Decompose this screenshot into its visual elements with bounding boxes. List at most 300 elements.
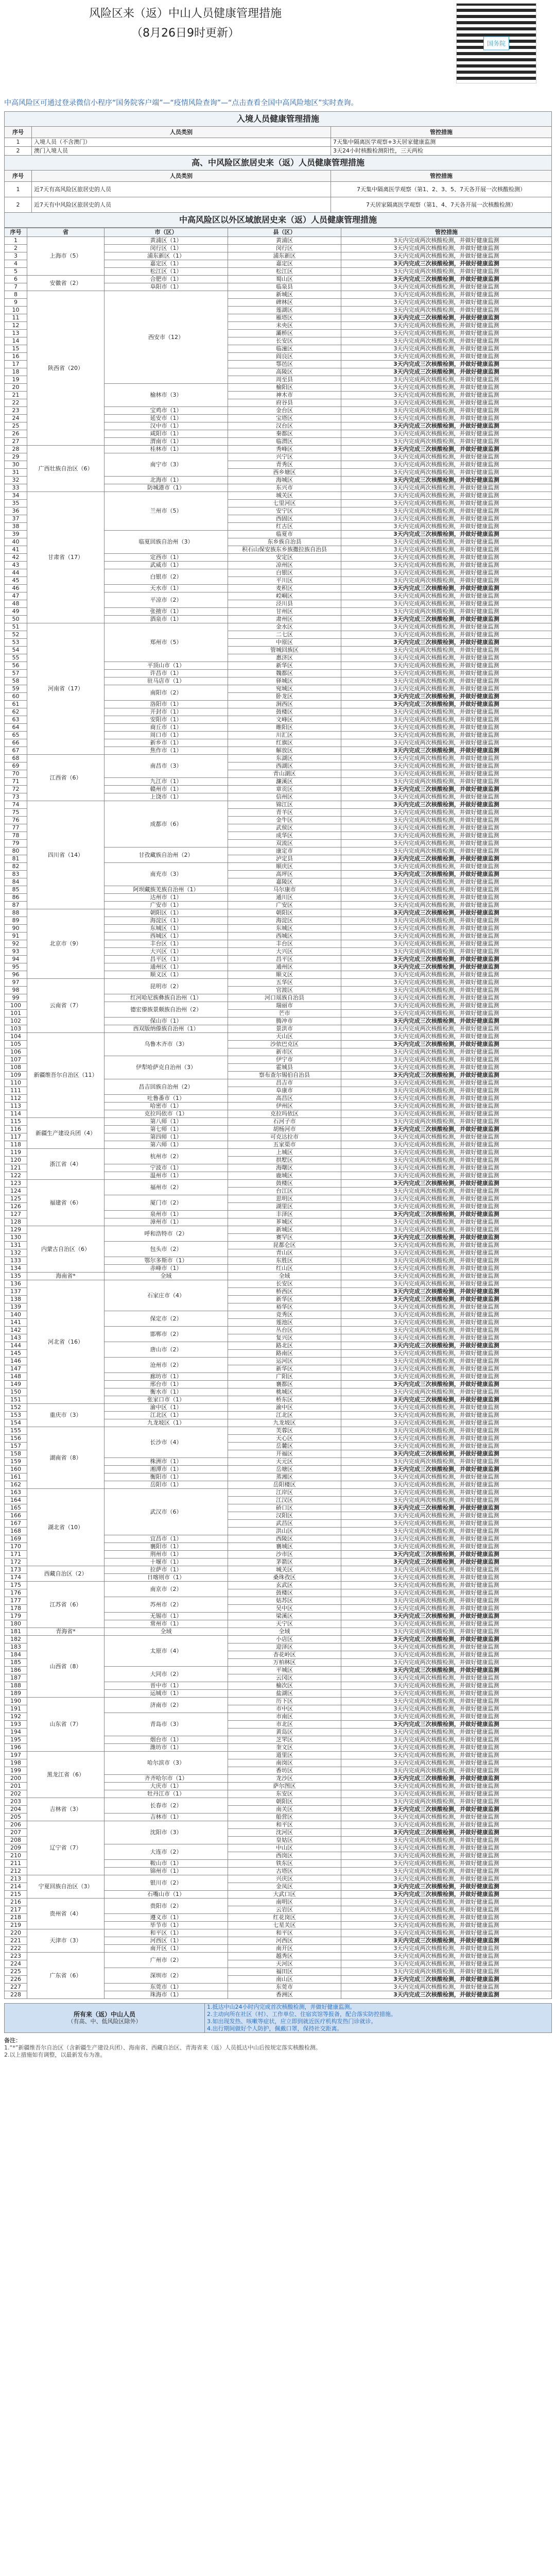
region-county: 路南区	[228, 1350, 341, 1358]
region-row	[5, 755, 552, 762]
region-measure: 3天内完成三次核酸检测，并做好健康监测	[341, 1234, 552, 1242]
region-county: 通州区	[228, 963, 341, 971]
region-city: 吐鲁番市（1）	[105, 1095, 228, 1103]
region-county: 青秀区	[228, 461, 341, 469]
region-row-no: 17	[5, 361, 27, 368]
region-county: 城关区	[228, 492, 341, 500]
region-province: 河南省（17）	[27, 623, 105, 755]
region-province: 天津市（3）	[27, 1929, 105, 1953]
region-row-no: 109	[5, 1072, 27, 1079]
region-row	[5, 1698, 552, 1705]
region-city: 大同市（2）	[105, 1667, 228, 1682]
region-row-no: 192	[5, 1713, 27, 1721]
region-row-no: 197	[5, 1752, 27, 1759]
region-measure: 3天内完成三次核酸检测，并做好健康监测	[341, 956, 552, 963]
region-row-no: 130	[5, 1234, 27, 1242]
region-city: 廊坊市（1）	[105, 1373, 228, 1381]
region-row-no: 188	[5, 1682, 27, 1690]
region-county: 涧西区	[228, 701, 341, 708]
region-row-no: 83	[5, 871, 27, 878]
region-county: 历下区	[228, 1698, 341, 1705]
region-measure: 3天内完成两次核酸检测，并做好健康监测	[341, 863, 552, 871]
region-measure: 3天内完成两次核酸检测，并做好健康监测	[341, 917, 552, 925]
region-row-no: 42	[5, 554, 27, 562]
region-county: 宝塔区	[228, 415, 341, 422]
region-county: 万柏林区	[228, 1659, 341, 1667]
region-measure: 3天内完成两次核酸检测，并做好健康监测	[341, 500, 552, 507]
region-county: 鼓楼区	[228, 1180, 341, 1188]
region-measure: 3天内完成两次核酸检测，并做好健康监测	[341, 307, 552, 314]
region-measure: 3天内完成两次核酸检测，并做好健康监测	[341, 1783, 552, 1790]
region-row-no: 98	[5, 987, 27, 994]
region-county: 硚口区	[228, 1504, 341, 1512]
region-county: 桥东区	[228, 1396, 341, 1404]
region-row-no: 169	[5, 1535, 27, 1543]
region-measure: 3天内完成两次核酸检测，并做好健康监测	[341, 623, 552, 631]
region-measure: 3天内完成两次核酸检测，并做好健康监测	[341, 1790, 552, 1798]
region-city: 拉萨市（1）	[105, 1566, 228, 1574]
region-measure: 3天内完成两次核酸检测，并做好健康监测	[341, 1257, 552, 1265]
region-measure: 3天内完成两次核酸检测，并做好健康监测	[341, 1373, 552, 1381]
region-city: 第八师（1）	[105, 1118, 228, 1126]
region-row-no: 142	[5, 1327, 27, 1334]
region-measure: 3天内完成两次核酸检测，并做好健康监测	[341, 778, 552, 786]
region-measure: 3天内完成三次核酸检测，并做好健康监测	[341, 422, 552, 430]
region-measure: 3天内完成两次核酸检测，并做好健康监测	[341, 1280, 552, 1288]
region-city: 西城区（1）	[105, 933, 228, 940]
region-row-no: 26	[5, 430, 27, 438]
region-county: 灞桥区	[228, 330, 341, 337]
region-measure: 3天内完成三次核酸检测，并做好健康监测	[341, 446, 552, 453]
region-city: 青岛市（3）	[105, 1713, 228, 1736]
region-city: 宜昌市（1）	[105, 1535, 228, 1543]
update-time: （8月26日9时更新）	[131, 27, 239, 40]
region-county: 临渭区	[228, 438, 341, 446]
region-measure: 3天内完成两次核酸检测，并做好健康监测	[341, 1157, 552, 1164]
region-city: 昌平区（1）	[105, 956, 228, 963]
region-row-no: 132	[5, 1249, 27, 1257]
region-measure: 3天内完成两次核酸检测，并做好健康监测	[341, 453, 552, 461]
highmid-header-measure: 管控措施	[331, 171, 552, 182]
region-county: 小店区	[228, 1636, 341, 1643]
region-measure: 3天内完成三次核酸检测，并做好健康监测	[341, 1126, 552, 1133]
region-city: 宁波市（1）	[105, 1164, 228, 1172]
region-row-no: 38	[5, 523, 27, 531]
region-row-no: 29	[5, 453, 27, 461]
region-city: 合肥市（1）	[105, 276, 228, 283]
region-row-no: 67	[5, 747, 27, 755]
region-county: 武侯区	[228, 824, 341, 832]
region-city: 东莞市（1）	[105, 1984, 228, 1991]
region-county: 临潼区	[228, 345, 341, 353]
region-measure: 3天内完成两次核酸检测，并做好健康监测	[341, 407, 552, 415]
region-province: 山西省（8）	[27, 1636, 105, 1698]
region-measure: 3天内完成两次核酸检测，并做好健康监测	[341, 817, 552, 824]
region-row-no: 62	[5, 708, 27, 716]
region-county: 麦积区	[228, 585, 341, 592]
region-province: 海南省*	[27, 1273, 105, 1280]
region-row-no: 15	[5, 345, 27, 353]
region-county: 全域	[228, 1273, 341, 1280]
region-city: 江北区（1）	[105, 1412, 228, 1419]
region-measure: 3天内完成两次核酸检测，并做好健康监测	[341, 1960, 552, 1968]
region-county: 秀峰区	[228, 446, 341, 453]
region-measure: 3天内完成两次核酸检测，并做好健康监测	[341, 1242, 552, 1249]
region-measure: 3天内完成三次核酸检测，并做好健康监测	[341, 361, 552, 368]
region-row-no: 57	[5, 670, 27, 677]
region-county: 南明区	[228, 1899, 341, 1906]
region-city: 定西市（1）	[105, 554, 228, 562]
region-row	[5, 1821, 552, 1829]
region-table-body	[5, 237, 552, 1999]
region-measure: 3天内完成两次核酸检测，并做好健康监测	[341, 1868, 552, 1875]
region-row-no: 1	[5, 237, 27, 245]
region-row-no: 58	[5, 677, 27, 685]
region-measure: 3天内完成两次核酸检测，并做好健康监测	[341, 1574, 552, 1582]
region-county: 秦都区	[228, 430, 341, 438]
region-measure: 3天内完成三次核酸检测，并做好健康监测	[341, 1342, 552, 1350]
region-county: 盐湖区	[228, 1690, 341, 1698]
region-county: 管城回族区	[228, 647, 341, 654]
region-city: 洛阳市（1）	[105, 701, 228, 708]
region-county: 西城区	[228, 933, 341, 940]
region-measure: 3天内完成两次核酸检测，并做好健康监测	[341, 1365, 552, 1373]
region-row-no: 68	[5, 755, 27, 762]
region-province: 湖北省（10）	[27, 1489, 105, 1566]
region-row-no: 182	[5, 1636, 27, 1643]
region-row-no: 124	[5, 1188, 27, 1195]
region-county: 西岗区	[228, 1852, 341, 1860]
region-county: 红花岗区	[228, 1914, 341, 1922]
region-measure: 3天内完成两次核酸检测，并做好健康监测	[341, 1605, 552, 1613]
region-county: 青羊区	[228, 809, 341, 817]
region-county: 东胜区	[228, 1257, 341, 1265]
region-city: 平凉市（2）	[105, 592, 228, 608]
region-measure: 3天内完成两次核酸检测，并做好健康监测	[341, 1566, 552, 1574]
region-row-no: 148	[5, 1373, 27, 1381]
region-row-no: 3	[5, 252, 27, 260]
region-city: 福州市（2）	[105, 1180, 228, 1195]
region-county: 香洲区	[228, 1991, 341, 1999]
region-measure: 3天内完成三次核酸检测，并做好健康监测	[341, 1667, 552, 1674]
region-city: 通州区（1）	[105, 963, 228, 971]
region-row-no: 36	[5, 507, 27, 515]
region-city: 大庆市（1）	[105, 1783, 228, 1790]
inbound-header-type: 人员类别	[32, 127, 331, 138]
region-row-no: 122	[5, 1172, 27, 1180]
region-province: 云南省（7）	[27, 979, 105, 1033]
region-row-no: 19	[5, 376, 27, 384]
region-city: 朝阳区（1）	[105, 909, 228, 917]
region-city: 第四师（1）	[105, 1133, 228, 1141]
region-county: 临泉县	[228, 283, 341, 291]
region-row-no: 125	[5, 1195, 27, 1203]
region-county: 睢阳区	[228, 724, 341, 732]
region-province: 湖南省（8）	[27, 1427, 105, 1489]
region-measure: 3天内完成两次核酸检测，并做好健康监测	[341, 940, 552, 948]
highmid-row-type: 近7天有高风险区旅居史的人员	[32, 182, 331, 197]
region-measure: 3天内完成两次核酸检测，并做好健康监测	[341, 1512, 552, 1520]
region-county: 南关区	[228, 1806, 341, 1814]
region-measure: 3天内完成两次核酸检测，并做好健康监测	[341, 330, 552, 337]
region-row-no: 159	[5, 1458, 27, 1466]
region-city: 阿坝藏族羌族自治州（1）	[105, 886, 228, 894]
region-county: 和平区	[228, 1821, 341, 1829]
region-row	[5, 1180, 552, 1188]
region-measure: 3天内完成两次核酸检测，并做好健康监测	[341, 933, 552, 940]
region-measure: 3天内完成三次核酸检测，并做好健康监测	[341, 1504, 552, 1512]
region-row-no: 89	[5, 917, 27, 925]
region-measure: 3天内完成两次核酸检测，并做好健康监测	[341, 1458, 552, 1466]
region-table	[4, 228, 552, 1999]
region-county: 周至县	[228, 376, 341, 384]
region-measure: 3天内完成两次核酸检测，并做好健康监测	[341, 337, 552, 345]
region-city: 株洲市（1）	[105, 1458, 228, 1466]
region-row-no: 157	[5, 1443, 27, 1450]
region-measure: 3天内完成两次核酸检测，并做好健康监测	[341, 1814, 552, 1821]
region-measure: 3天内完成三次核酸检测，并做好健康监测	[341, 1072, 552, 1079]
region-measure: 3天内完成两次核酸检测，并做好健康监测	[341, 1358, 552, 1365]
region-row-no: 23	[5, 407, 27, 415]
region-measure: 3天内完成两次核酸检测，并做好健康监测	[341, 1010, 552, 1018]
region-measure: 3天内完成两次核酸检测，并做好健康监测	[341, 1350, 552, 1358]
page-title: 风险区来（返）中山人员健康管理措施	[89, 7, 282, 20]
region-county: 和平区	[228, 1929, 341, 1937]
region-county: 浦东新区	[228, 252, 341, 260]
region-county: 台江区	[228, 1188, 341, 1195]
region-measure: 3天内完成两次核酸检测，并做好健康监测	[341, 268, 552, 276]
region-row-no: 224	[5, 1960, 27, 1968]
region-province: 广西壮族自治区（6）	[27, 446, 105, 492]
region-row-no: 24	[5, 415, 27, 422]
region-county: 湖里区	[228, 1203, 341, 1211]
region-measure: 3天内完成两次核酸检测，并做好健康监测	[341, 569, 552, 577]
region-measure: 3天内完成两次核酸检测，并做好健康监测	[341, 1141, 552, 1149]
region-city: 锦州市（1）	[105, 1868, 228, 1875]
region-county: 官渡区	[228, 987, 341, 994]
region-county: 锦江区	[228, 801, 341, 809]
region-county: 高陵区	[228, 368, 341, 376]
region-city: 哈尔滨市（3）	[105, 1752, 228, 1775]
region-measure: 3天内完成三次核酸检测，并做好健康监测	[341, 1466, 552, 1473]
region-measure: 3天内完成两次核酸检测，并做好健康监测	[341, 755, 552, 762]
region-measure: 3天内完成两次核酸检测，并做好健康监测	[341, 994, 552, 1002]
region-row-no: 13	[5, 330, 27, 337]
region-measure: 3天内完成三次核酸检测，并做好健康监测	[341, 1450, 552, 1458]
region-province: 吉林省（3）	[27, 1798, 105, 1821]
region-measure: 3天内完成两次核酸检测，并做好健康监测	[341, 1767, 552, 1775]
region-measure: 3天内完成两次核酸检测，并做好健康监测	[341, 322, 552, 330]
region-row-no: 11	[5, 314, 27, 322]
region-measure: 3天内完成三次核酸检测，并做好健康监测	[341, 1288, 552, 1296]
region-county: 皇姑区	[228, 1837, 341, 1844]
region-row-no: 194	[5, 1728, 27, 1736]
region-row-no: 181	[5, 1628, 27, 1636]
region-row	[5, 623, 552, 631]
region-measure: 3天内完成两次核酸检测，并做好健康监测	[341, 577, 552, 585]
region-measure: 3天内完成两次核酸检测，并做好健康监测	[341, 546, 552, 554]
region-measure: 3天内完成两次核酸检测，并做好健康监测	[341, 948, 552, 956]
region-row-no: 178	[5, 1605, 27, 1613]
region-county: 金凤区	[228, 1883, 341, 1891]
region-measure: 3天内完成两次核酸检测，并做好健康监测	[341, 654, 552, 662]
region-county: 红古区	[228, 523, 341, 531]
region-measure: 3天内完成两次核酸检测，并做好健康监测	[341, 1860, 552, 1868]
region-measure: 3天内完成两次核酸检测，并做好健康监测	[341, 1535, 552, 1543]
region-row-no: 100	[5, 1002, 27, 1010]
region-row	[5, 1752, 552, 1759]
highmid-row-type: 近7天有中风险区旅居史的人员	[32, 197, 331, 213]
region-city: 哈密市（1）	[105, 1103, 228, 1110]
region-county: 市中区	[228, 1705, 341, 1713]
region-county: 越秀区	[228, 1953, 341, 1960]
region-row	[5, 1033, 552, 1041]
region-row-no: 127	[5, 1211, 27, 1218]
region-county: 沈河区	[228, 1829, 341, 1837]
region-row	[5, 492, 552, 500]
region-county: 昌吉市	[228, 1079, 341, 1087]
region-city: 包头市（2）	[105, 1242, 228, 1257]
region-row-no: 52	[5, 631, 27, 639]
region-city: 鞍山市（1）	[105, 1860, 228, 1868]
region-row-no: 213	[5, 1875, 27, 1883]
region-row-no: 12	[5, 322, 27, 330]
region-measure: 3天内完成两次核酸检测，并做好健康监测	[341, 979, 552, 987]
region-measure: 3天内完成两次核酸检测，并做好健康监测	[341, 1064, 552, 1072]
region-city: 闵行区（1）	[105, 245, 228, 252]
region-measure: 3天内完成两次核酸检测，并做好健康监测	[341, 1728, 552, 1736]
region-row	[5, 979, 552, 987]
region-row	[5, 1929, 552, 1937]
region-row-no: 85	[5, 886, 27, 894]
region-row-no: 106	[5, 1048, 27, 1056]
region-row-no: 96	[5, 971, 27, 979]
region-measure: 3天内完成两次核酸检测，并做好健康监测	[341, 1025, 552, 1033]
region-measure: 3天内完成两次核酸检测，并做好健康监测	[341, 291, 552, 299]
region-measure: 3天内完成两次核酸检测，并做好健康监测	[341, 492, 552, 500]
region-row-no: 75	[5, 809, 27, 817]
region-city: 第六师（1）	[105, 1141, 228, 1149]
region-row-no: 51	[5, 623, 27, 631]
inbound-header-measure: 管控措施	[331, 127, 552, 138]
region-row-no: 137	[5, 1288, 27, 1296]
region-city: 达州市（1）	[105, 894, 228, 902]
region-measure: 3天内完成两次核酸检测，并做好健康监测	[341, 353, 552, 361]
region-county: 信州区	[228, 793, 341, 801]
region-measure: 3天内完成两次核酸检测，并做好健康监测	[341, 1265, 552, 1273]
region-county: 江岸区	[228, 1489, 341, 1497]
region-county: 拱墅区	[228, 1157, 341, 1164]
region-row-no: 103	[5, 1025, 27, 1033]
region-measure: 3天内完成两次核酸检测，并做好健康监测	[341, 438, 552, 446]
region-city: 汉中市（1）	[105, 422, 228, 430]
region-row-no: 193	[5, 1721, 27, 1728]
region-measure: 3天内完成三次核酸检测，并做好健康监测	[341, 1891, 552, 1899]
region-row-no: 65	[5, 732, 27, 739]
region-row-no: 208	[5, 1837, 27, 1844]
region-city: 德宏傣族景颇族自治州（2）	[105, 1002, 228, 1018]
region-province: 黑龙江省（6）	[27, 1752, 105, 1798]
region-measure: 3天内完成两次核酸检测，并做好健康监测	[341, 1388, 552, 1396]
region-measure: 3天内完成两次核酸检测，并做好健康监测	[341, 1327, 552, 1334]
region-city: 昆明市（2）	[105, 979, 228, 994]
region-measure: 3天内完成两次核酸检测，并做好健康监测	[341, 1914, 552, 1922]
region-row-no: 60	[5, 693, 27, 701]
region-county: 云冈区	[228, 1674, 341, 1682]
region-county: 青山湖区	[228, 770, 341, 778]
region-city: 苏州市（2）	[105, 1597, 228, 1613]
region-county: 汉台区	[228, 422, 341, 430]
region-row-no: 66	[5, 739, 27, 747]
region-row-no: 8	[5, 291, 27, 299]
region-county: 天元区	[228, 1458, 341, 1466]
region-row-no: 40	[5, 538, 27, 546]
region-province: 江西省（6）	[27, 755, 105, 801]
region-county: 兴庆区	[228, 1875, 341, 1883]
region-province: 北京市（9）	[27, 909, 105, 979]
region-county: 红旗区	[228, 739, 341, 747]
region-row-no: 218	[5, 1914, 27, 1922]
region-county: 解放区	[228, 747, 341, 755]
region-county: 竞秀区	[228, 1311, 341, 1319]
region-row-no: 107	[5, 1056, 27, 1064]
region-city: 杭州市（2）	[105, 1149, 228, 1164]
region-row-no: 184	[5, 1651, 27, 1659]
region-row-no: 219	[5, 1922, 27, 1929]
region-measure: 3天内完成两次核酸检测，并做好健康监测	[341, 902, 552, 909]
region-county: 古塔区	[228, 1868, 341, 1875]
region-county: 沙市区	[228, 1551, 341, 1558]
inbound-row-measure: 7天集中隔离医学观察+3天居家健康监测	[331, 138, 552, 147]
region-row-no: 92	[5, 940, 27, 948]
region-county: 广安区	[228, 902, 341, 909]
region-county: 莲湖区	[228, 307, 341, 314]
region-county: 路北区	[228, 1342, 341, 1350]
region-measure: 3天内完成两次核酸检测，并做好健康监测	[341, 1443, 552, 1450]
region-city: 日喀则市（1）	[105, 1574, 228, 1582]
region-row-no: 25	[5, 422, 27, 430]
region-county: 黄岛区	[228, 1728, 341, 1736]
region-city: 荆州市（1）	[105, 1551, 228, 1558]
region-measure: 3天内完成两次核酸检测，并做好健康监测	[341, 1118, 552, 1126]
region-row-no: 116	[5, 1126, 27, 1133]
region-measure: 3天内完成两次核酸检测，并做好健康监测	[341, 1489, 552, 1497]
region-row-no: 223	[5, 1953, 27, 1960]
region-county: 九龙坡区	[228, 1419, 341, 1427]
region-row-no: 21	[5, 392, 27, 399]
region-row-no: 160	[5, 1466, 27, 1473]
region-county: 白银区	[228, 569, 341, 577]
region-row-no: 118	[5, 1141, 27, 1149]
region-measure: 3天内完成两次核酸检测，并做好健康监测	[341, 1528, 552, 1535]
region-county: 瑞丽市	[228, 1002, 341, 1010]
region-measure: 3天内完成两次核酸检测，并做好健康监测	[341, 600, 552, 608]
region-measure: 3天内完成三次核酸检测，并做好健康监测	[341, 616, 552, 623]
inbound-section-title: 入境人员健康管理措施	[5, 112, 552, 127]
region-county: 大兴区	[228, 948, 341, 956]
region-city: 吉林市（1）	[105, 1814, 228, 1821]
region-row-no: 115	[5, 1118, 27, 1126]
region-measure: 3天内完成三次核酸检测，并做好健康监测	[341, 276, 552, 283]
qr-code[interactable]	[456, 3, 536, 83]
region-measure: 3天内完成两次核酸检测，并做好健康监测	[341, 848, 552, 855]
region-measure: 3天内完成两次核酸检测，并做好健康监测	[341, 1149, 552, 1157]
region-county: 卧龙区	[228, 693, 341, 701]
region-county: 河口瑶族自治县	[228, 994, 341, 1002]
region-row-no: 114	[5, 1110, 27, 1118]
region-county: 海曙区	[228, 1164, 341, 1172]
region-row-no: 33	[5, 484, 27, 492]
